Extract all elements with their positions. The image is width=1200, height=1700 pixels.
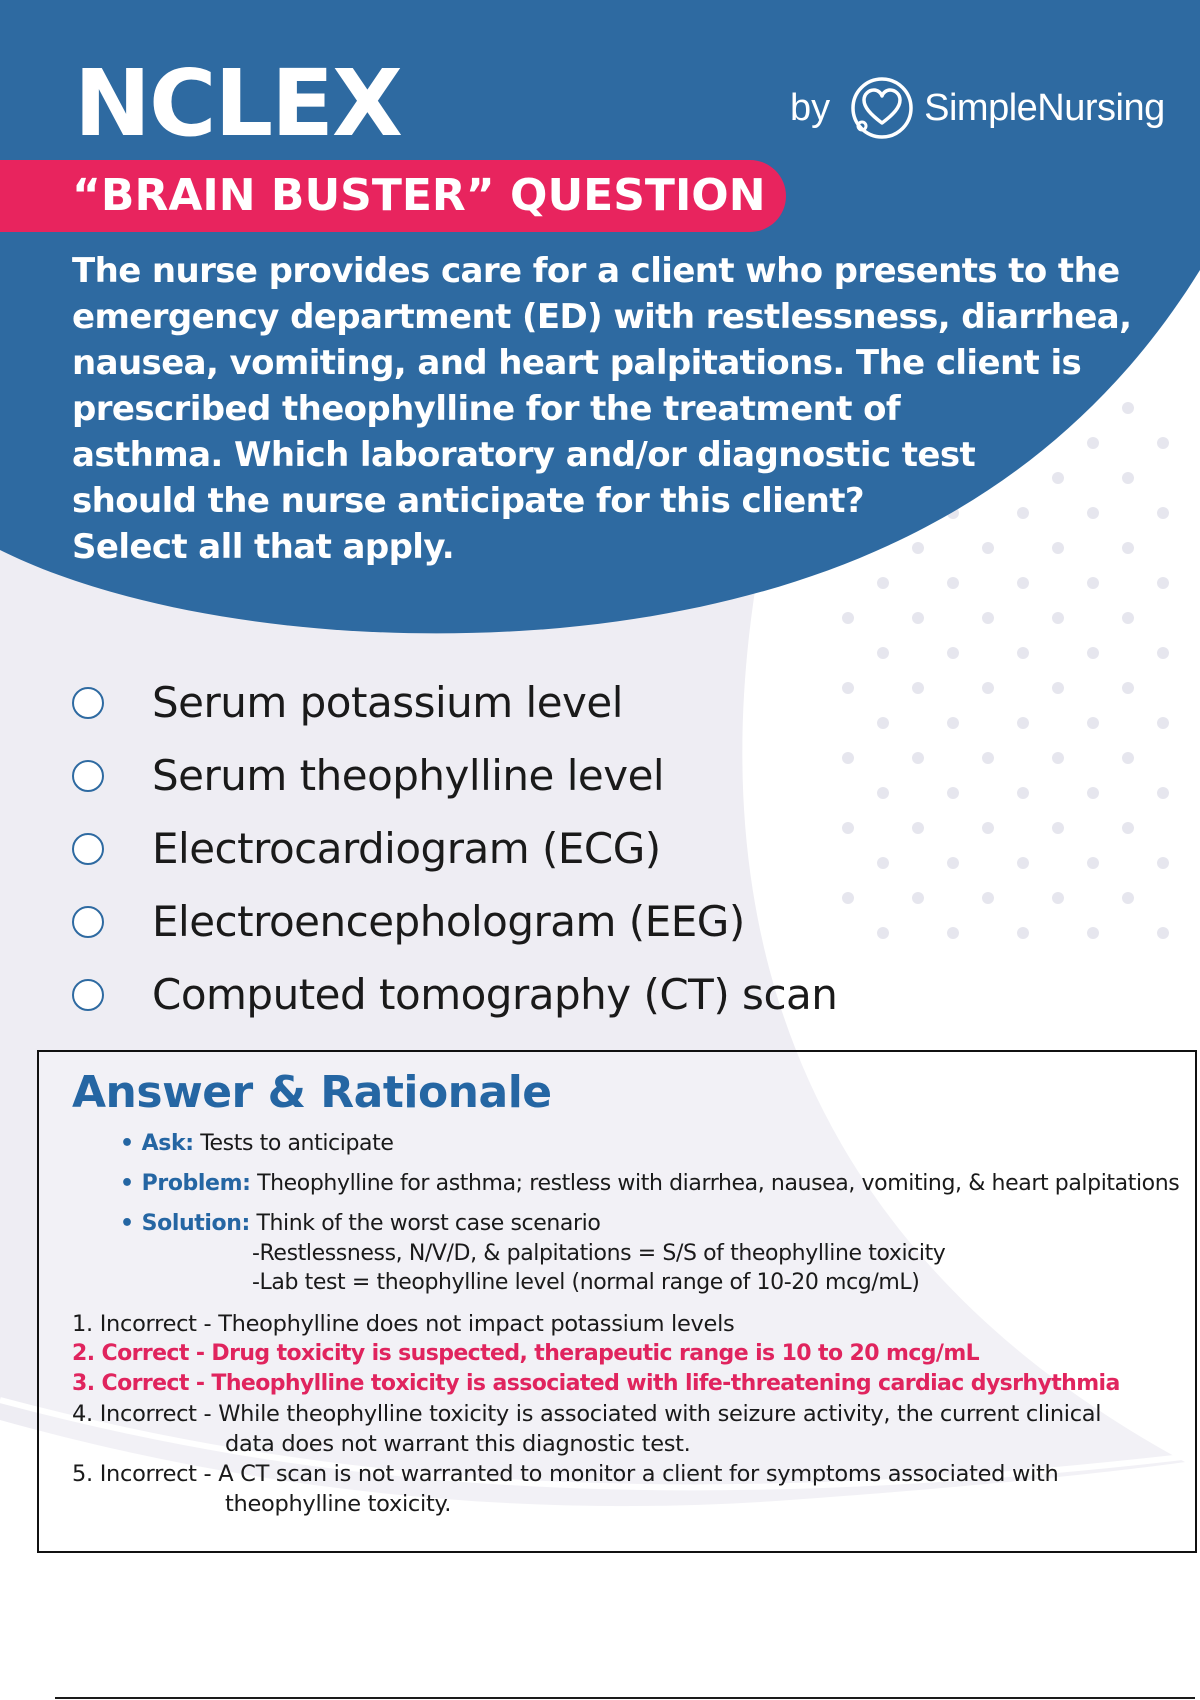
decorative-dot bbox=[982, 892, 994, 904]
decorative-dot bbox=[842, 612, 854, 624]
bullet-ask bbox=[120, 1131, 393, 1156]
decorative-dot bbox=[947, 647, 959, 659]
decorative-dot bbox=[1087, 927, 1099, 939]
radio-button[interactable] bbox=[72, 906, 104, 938]
decorative-dot bbox=[1157, 787, 1169, 799]
rationale-5: 5. Incorrect - A CT scan is not warranted to monitor a client for symptoms associated with bbox=[72, 1461, 1059, 1487]
option-ecg[interactable] bbox=[72, 824, 661, 873]
decorative-dot bbox=[1052, 892, 1064, 904]
decorative-dot bbox=[1087, 577, 1099, 589]
page-title: NCLEX bbox=[74, 50, 401, 157]
decorative-dot bbox=[912, 612, 924, 624]
decorative-dot bbox=[842, 682, 854, 694]
decorative-dot bbox=[1087, 787, 1099, 799]
heart-stethoscope-icon bbox=[850, 76, 914, 140]
decorative-dot bbox=[1157, 927, 1169, 939]
decorative-dot bbox=[1157, 577, 1169, 589]
decorative-dot bbox=[877, 857, 889, 869]
decorative-dot bbox=[842, 892, 854, 904]
decorative-dot bbox=[982, 682, 994, 694]
decorative-dot bbox=[1157, 507, 1169, 519]
decorative-dot bbox=[982, 612, 994, 624]
decorative-dot bbox=[1157, 437, 1169, 449]
decorative-dot bbox=[947, 577, 959, 589]
brand-logo-group bbox=[790, 76, 1165, 140]
decorative-dot bbox=[947, 857, 959, 869]
decorative-dot bbox=[877, 787, 889, 799]
option-label: Electrocardiogram (ECG) bbox=[152, 824, 661, 873]
decorative-dot bbox=[1157, 857, 1169, 869]
bullet-dot-icon: • bbox=[120, 1131, 134, 1156]
decorative-dot bbox=[1122, 682, 1134, 694]
decorative-dot bbox=[842, 752, 854, 764]
rationale-3: 3. Correct - Theophylline toxicity is associated with life-threatening cardiac dysrhythmia bbox=[72, 1371, 1120, 1396]
decorative-dot bbox=[1017, 577, 1029, 589]
rationale-2: 2. Correct - Drug toxicity is suspected, therapeutic range is 10 to 20 mcg/mL bbox=[72, 1341, 980, 1366]
decorative-dot bbox=[982, 822, 994, 834]
decorative-dot bbox=[947, 927, 959, 939]
option-serum-potassium[interactable] bbox=[72, 678, 623, 727]
bullet-solution bbox=[120, 1211, 600, 1236]
decorative-dot bbox=[877, 717, 889, 729]
option-label: Computed tomography (CT) scan bbox=[152, 970, 838, 1019]
decorative-dot bbox=[1157, 647, 1169, 659]
answer-title: Answer & Rationale bbox=[72, 1067, 552, 1118]
rationale-1: 1. Incorrect - Theophylline does not impact potassium levels bbox=[72, 1311, 735, 1337]
decorative-dot bbox=[1017, 857, 1029, 869]
question-line: The nurse provides care for a client who presents to the bbox=[72, 251, 1120, 291]
decorative-dot bbox=[1017, 717, 1029, 729]
option-label: Serum potassium level bbox=[152, 678, 623, 727]
question-line: nausea, vomiting, and heart palpitations. The client is bbox=[72, 343, 1082, 383]
bullet-dot-icon: • bbox=[120, 1211, 134, 1236]
decorative-dot bbox=[1017, 647, 1029, 659]
decorative-dot bbox=[1017, 927, 1029, 939]
radio-button[interactable] bbox=[72, 833, 104, 865]
decorative-dot bbox=[1122, 892, 1134, 904]
decorative-dot bbox=[842, 822, 854, 834]
question-text bbox=[72, 248, 1152, 570]
decorative-dot bbox=[1052, 822, 1064, 834]
option-label: Serum theophylline level bbox=[152, 751, 665, 800]
brand-name: SimpleNursing bbox=[924, 86, 1165, 129]
decorative-dot bbox=[1052, 612, 1064, 624]
bullet-key: Solution: bbox=[141, 1211, 250, 1236]
decorative-dot bbox=[1122, 612, 1134, 624]
decorative-dot bbox=[1087, 717, 1099, 729]
decorative-dot bbox=[877, 577, 889, 589]
decorative-dot bbox=[912, 752, 924, 764]
bullet-text: Theophylline for asthma; restless with diarrhea, nausea, vomiting, & heart palpitations bbox=[250, 1171, 1180, 1196]
decorative-dot bbox=[1122, 752, 1134, 764]
bullet-key: Problem: bbox=[141, 1171, 251, 1196]
decorative-dot bbox=[947, 787, 959, 799]
decorative-dot bbox=[1087, 647, 1099, 659]
question-line: emergency department (ED) with restlessness, diarrhea, bbox=[72, 297, 1132, 337]
radio-button[interactable] bbox=[72, 979, 104, 1011]
bullet-key: Ask: bbox=[141, 1131, 194, 1156]
decorative-dot bbox=[1052, 682, 1064, 694]
bullet-problem bbox=[120, 1171, 1179, 1196]
footer-divider bbox=[55, 1697, 1195, 1699]
rationale-5-continued: theophylline toxicity. bbox=[225, 1491, 452, 1517]
option-serum-theophylline[interactable] bbox=[72, 751, 664, 800]
decorative-dot bbox=[1017, 787, 1029, 799]
decorative-dot bbox=[1087, 857, 1099, 869]
decorative-dot bbox=[982, 752, 994, 764]
decorative-dot bbox=[947, 717, 959, 729]
rationale-4-continued: data does not warrant this diagnostic test. bbox=[225, 1431, 691, 1457]
bullet-dot-icon: • bbox=[120, 1171, 134, 1196]
radio-button[interactable] bbox=[72, 687, 104, 719]
decorative-dot bbox=[877, 927, 889, 939]
question-line: prescribed theophylline for the treatment of bbox=[72, 389, 901, 429]
decorative-dot bbox=[1122, 822, 1134, 834]
bullet-text: Think of the worst case scenario bbox=[249, 1211, 601, 1236]
radio-button[interactable] bbox=[72, 760, 104, 792]
brain-buster-banner-text: “BRAIN BUSTER” QUESTION bbox=[72, 170, 766, 221]
decorative-dot bbox=[1052, 752, 1064, 764]
question-line: Select all that apply. bbox=[72, 527, 455, 567]
decorative-dot bbox=[877, 647, 889, 659]
question-line: asthma. Which laboratory and/or diagnostic test bbox=[72, 435, 976, 475]
decorative-dot bbox=[912, 892, 924, 904]
decorative-dot bbox=[912, 682, 924, 694]
option-label: Electroencephologram (EEG) bbox=[152, 897, 745, 946]
brand-by-text: by bbox=[790, 86, 831, 129]
solution-detail: -Restlessness, N/V/D, & palpitations = S/S of theophylline toxicity bbox=[252, 1241, 946, 1266]
decorative-dot bbox=[1157, 717, 1169, 729]
question-line: should the nurse anticipate for this client? bbox=[72, 481, 865, 521]
solution-detail: -Lab test = theophylline level (normal range of 10-20 mcg/mL) bbox=[252, 1270, 920, 1295]
option-ct-scan[interactable] bbox=[72, 970, 837, 1019]
option-eeg[interactable] bbox=[72, 897, 745, 946]
bullet-text: Tests to anticipate bbox=[193, 1131, 394, 1156]
rationale-4: 4. Incorrect - While theophylline toxicity is associated with seizure activity, the current clinical bbox=[72, 1401, 1102, 1427]
decorative-dot bbox=[912, 822, 924, 834]
